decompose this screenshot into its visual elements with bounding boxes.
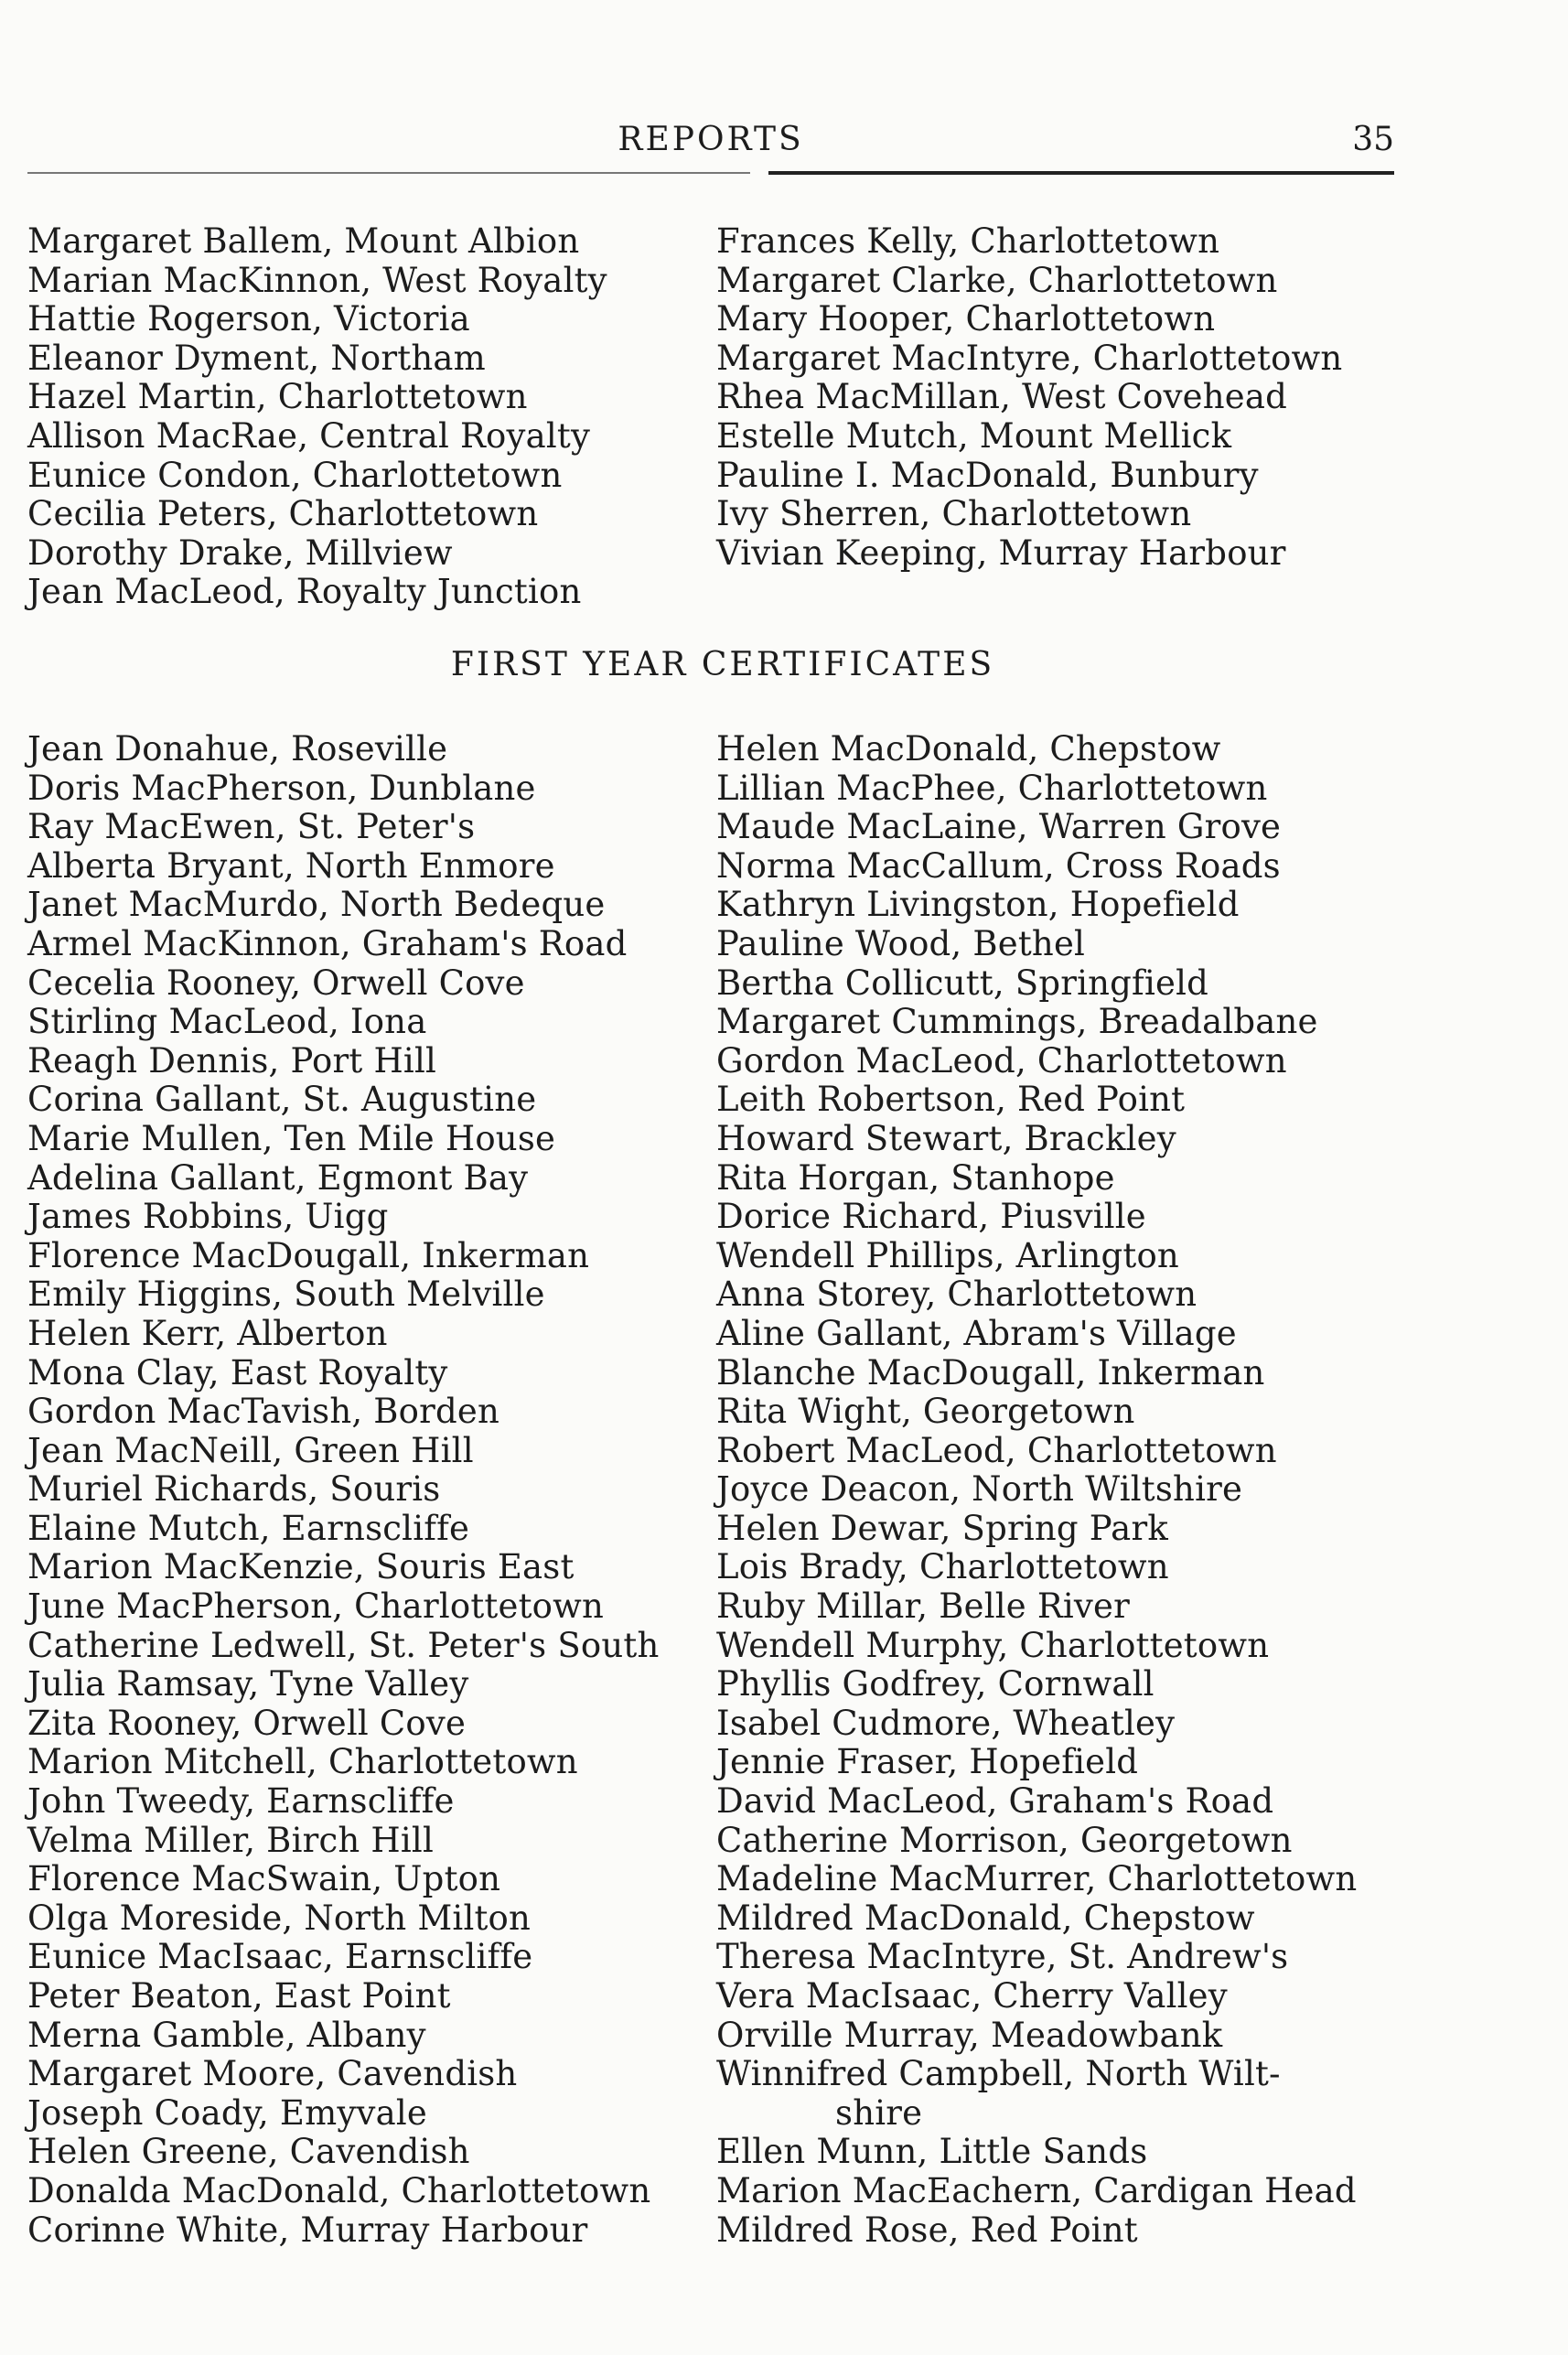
list-item: Corina Gallant, St. Augustine [27, 1080, 537, 1120]
list-item: Jean MacLeod, Royalty Junction [27, 572, 582, 612]
list-item: Phyllis Godfrey, Cornwall [716, 1664, 1155, 1704]
list-item: Kathryn Livingston, Hopefield [716, 885, 1240, 925]
list-item: Margaret Ballem, Mount Albion [27, 221, 580, 261]
list-item: Vera MacIsaac, Cherry Valley [716, 1976, 1228, 2016]
list-item: Maude MacLaine, Warren Grove [716, 807, 1282, 847]
name-list-top-left [27, 222, 607, 612]
list-item: Doris MacPherson, Dunblane [27, 768, 536, 808]
list-item: Margaret Cummings, Breadalbane [716, 1002, 1318, 1042]
list-item: Wendell Murphy, Charlottetown [716, 1625, 1270, 1665]
list-item: Janet MacMurdo, North Bedeque [27, 885, 606, 925]
list-item: Mary Hooper, Charlottetown [716, 299, 1216, 339]
list-item: Alberta Bryant, North Enmore [27, 845, 555, 886]
list-item: Reagh Dennis, Port Hill [27, 1040, 437, 1081]
list-item: Dorice Richard, Piusville [716, 1197, 1146, 1237]
list-item: Jean Donahue, Roseville [27, 729, 448, 769]
list-item: Theresa MacIntyre, St. Andrew's [716, 1937, 1289, 1977]
list-item: Cecelia Rooney, Orwell Cove [27, 962, 525, 1003]
list-item: Marion MacEachern, Cardigan Head [716, 2170, 1357, 2210]
section-heading-first-year: FIRST YEAR CERTIFICATES [450, 646, 995, 683]
list-item: Eunice Condon, Charlottetown [27, 455, 563, 495]
list-item: Norma MacCallum, Cross Roads [716, 845, 1281, 886]
list-item: Catherine Morrison, Georgetown [716, 1820, 1293, 1860]
list-item: Robert MacLeod, Charlottetown [716, 1430, 1277, 1470]
list-item: Stirling MacLeod, Iona [27, 1002, 427, 1042]
list-item: Ellen Munn, Little Sands [716, 2132, 1148, 2172]
header-rule-right [768, 171, 1394, 175]
page-header [27, 121, 1394, 176]
list-item: Helen Kerr, Alberton [27, 1313, 388, 1353]
page-number: 35 [1352, 121, 1394, 158]
list-item: Wendell Phillips, Arlington [716, 1235, 1179, 1275]
list-item: Howard Stewart, Brackley [716, 1118, 1176, 1158]
list-item: Ray MacEwen, St. Peter's [27, 807, 476, 847]
list-item: Marie Mullen, Ten Mile House [27, 1118, 556, 1158]
list-item: Florence MacSwain, Upton [27, 1859, 501, 1899]
list-item: Jennie Fraser, Hopefield [716, 1742, 1139, 1782]
list-item: Margaret Moore, Cavendish [27, 2054, 518, 2094]
list-item: Jean MacNeill, Green Hill [27, 1430, 474, 1470]
list-item: Cecilia Peters, Charlottetown [27, 494, 539, 534]
name-list-first-year-left [27, 730, 659, 2250]
list-item: Eunice MacIsaac, Earnscliffe [27, 1937, 533, 1977]
list-item: Rhea MacMillan, West Covehead [716, 377, 1288, 417]
list-item: Gordon MacTavish, Borden [27, 1392, 500, 1432]
list-item: Allison MacRae, Central Royalty [27, 415, 591, 456]
list-item: Frances Kelly, Charlottetown [716, 221, 1220, 261]
list-item: Helen Greene, Cavendish [27, 2132, 470, 2172]
list-item: Helen MacDonald, Chepstow [716, 729, 1221, 769]
list-item: Merna Gamble, Albany [27, 2015, 426, 2055]
list-item: Hazel Martin, Charlottetown [27, 377, 528, 417]
list-item: Ruby Millar, Belle River [716, 1586, 1131, 1627]
list-item: Rita Wight, Georgetown [716, 1392, 1135, 1432]
list-item: Margaret MacIntyre, Charlottetown [716, 338, 1343, 378]
list-item: Margaret Clarke, Charlottetown [716, 260, 1278, 300]
name-list-first-year-right [716, 730, 1357, 2250]
name-list-top-right [716, 222, 1342, 573]
list-item: Mona Clay, East Royalty [27, 1352, 448, 1393]
list-item: Marion MacKenzie, Souris East [27, 1547, 575, 1587]
list-item: Armel MacKinnon, Graham's Road [27, 923, 628, 963]
list-item: Corinne White, Murray Harbour [27, 2210, 588, 2250]
list-item: Eleanor Dyment, Northam [27, 338, 486, 378]
list-item: Donalda MacDonald, Charlottetown [27, 2170, 651, 2210]
running-title: REPORTS [618, 121, 804, 158]
list-item: Mildred Rose, Red Point [716, 2210, 1138, 2250]
list-item: Helen Dewar, Spring Park [716, 1508, 1168, 1548]
header-rule-left [27, 172, 750, 174]
list-item: June MacPherson, Charlottetown [27, 1586, 605, 1627]
list-item: Pauline Wood, Bethel [716, 923, 1086, 963]
list-item: Ivy Sherren, Charlottetown [716, 494, 1192, 534]
list-item: Elaine Mutch, Earnscliffe [27, 1508, 470, 1548]
list-item: Catherine Ledwell, St. Peter's South [27, 1625, 660, 1665]
list-item: Lillian MacPhee, Charlottetown [716, 768, 1268, 808]
list-item: Pauline I. MacDonald, Bunbury [716, 455, 1259, 495]
list-item: Julia Ramsay, Tyne Valley [27, 1664, 469, 1704]
list-item: Vivian Keeping, Murray Harbour [716, 532, 1286, 573]
list-item: David MacLeod, Graham's Road [716, 1781, 1274, 1822]
list-item: Joseph Coady, Emyvale [27, 2092, 427, 2133]
list-item: Dorothy Drake, Millview [27, 532, 453, 573]
list-item: Orville Murray, Meadowbank [716, 2015, 1223, 2055]
list-item: Bertha Collicutt, Springfield [716, 962, 1209, 1003]
list-item: Muriel Richards, Souris [27, 1469, 441, 1510]
list-item: Joyce Deacon, North Wiltshire [716, 1469, 1243, 1510]
list-item: Hattie Rogerson, Victoria [27, 299, 470, 339]
list-item: Emily Higgins, South Melville [27, 1274, 545, 1315]
list-item: Madeline MacMurrer, Charlottetown [716, 1859, 1358, 1899]
list-item: Anna Storey, Charlottetown [716, 1274, 1197, 1315]
list-item: Marion Mitchell, Charlottetown [27, 1742, 578, 1782]
list-item: Gordon MacLeod, Charlottetown [716, 1040, 1287, 1081]
list-item: Velma Miller, Birch Hill [27, 1820, 434, 1860]
list-item: Leith Robertson, Red Point [716, 1080, 1186, 1120]
list-item: shire [835, 2092, 923, 2133]
list-item: Florence MacDougall, Inkerman [27, 1235, 590, 1275]
list-item: Marian MacKinnon, West Royalty [27, 260, 607, 300]
list-item: Mildred MacDonald, Chepstow [716, 1898, 1255, 1938]
list-item: Peter Beaton, East Point [27, 1976, 451, 2016]
list-item: Lois Brady, Charlottetown [716, 1547, 1169, 1587]
list-item: Olga Moreside, North Milton [27, 1898, 532, 1938]
list-item: Zita Rooney, Orwell Cove [27, 1703, 467, 1743]
list-item: Isabel Cudmore, Wheatley [716, 1703, 1176, 1743]
list-item: John Tweedy, Earnscliffe [27, 1781, 455, 1822]
list-item: Adelina Gallant, Egmont Bay [27, 1157, 529, 1198]
list-item: Blanche MacDougall, Inkerman [716, 1352, 1265, 1393]
list-item: James Robbins, Uigg [27, 1197, 389, 1237]
list-item: Rita Horgan, Stanhope [716, 1157, 1115, 1198]
list-item: Estelle Mutch, Mount Mellick [716, 415, 1232, 456]
list-item: Aline Gallant, Abram's Village [716, 1313, 1237, 1353]
list-item: Winnifred Campbell, North Wilt- [716, 2054, 1281, 2094]
